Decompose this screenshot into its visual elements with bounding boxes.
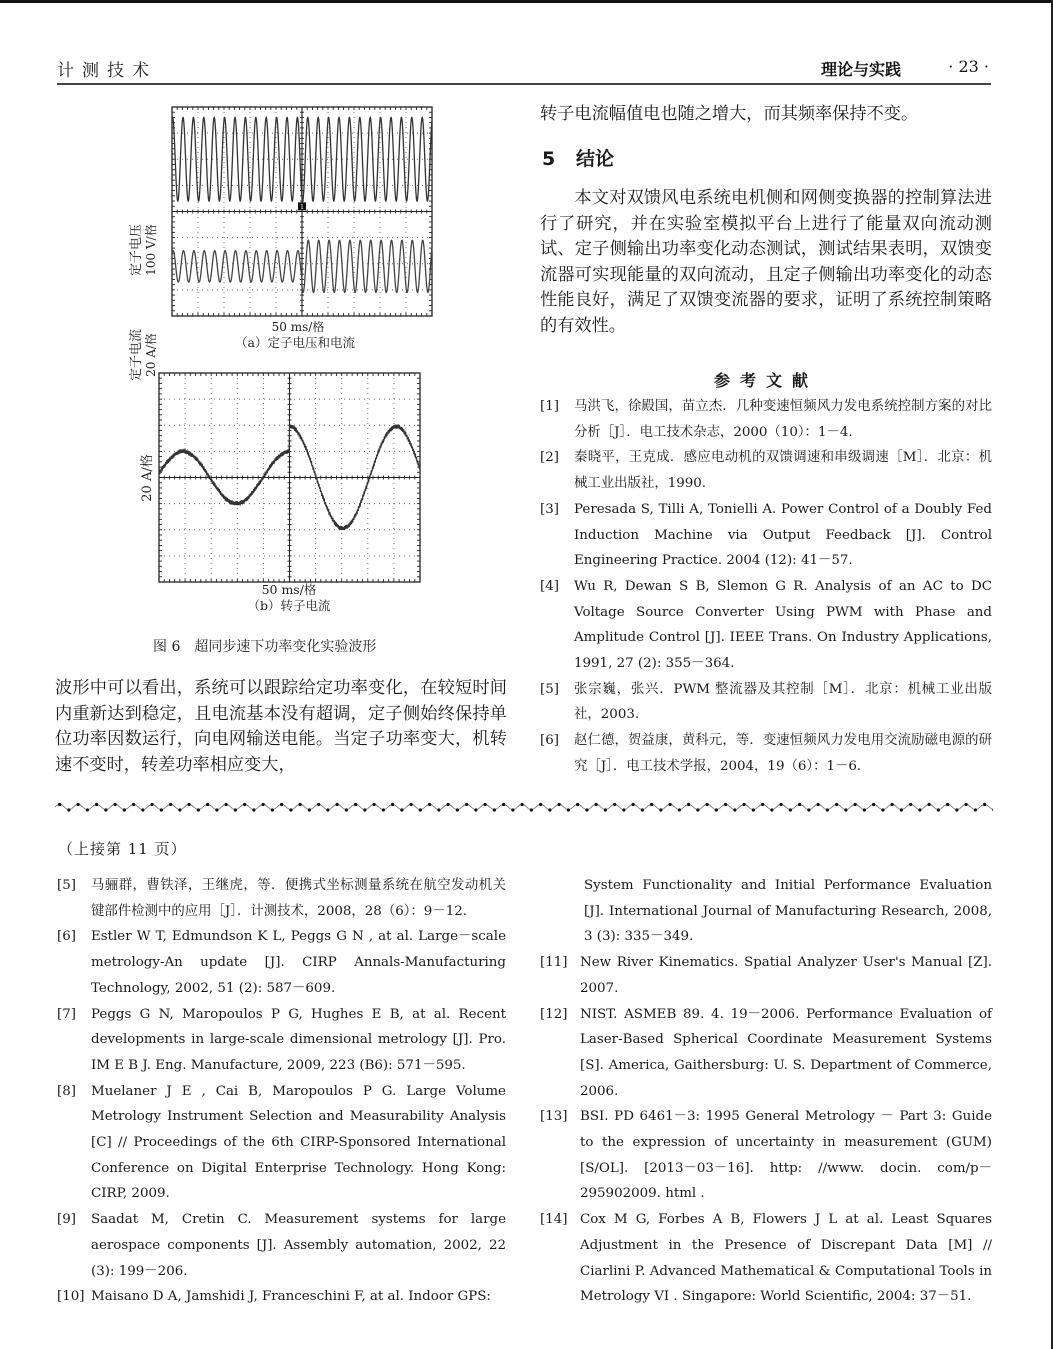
reference-text: 马骊群，曹铁泽，王继虎，等．便携式坐标测量系统在航空发动机关键部件检测中的应用［J］．计测技术，2008，28（6）：9－12. (91, 878, 506, 919)
reference-text: Muelaner J E , Cai B, Maropoulos P G. Large Volume Metrology Instrument Selection and Measurability Analysis [C] // Proceedings of the 6th CIRP-Sponsored International Conference on Digital Enterprise Technology. Hong Kong: CIRP, 2009. (91, 1083, 506, 1202)
reference-number: [6] (57, 929, 76, 945)
ornament-dot (659, 808, 662, 811)
ornament-dot (872, 803, 875, 806)
ornament-dot (197, 808, 200, 811)
ornament-dot (613, 803, 616, 806)
ornament-dot (770, 808, 773, 811)
panel-a-xlabel: 50 ms/格 (271, 320, 325, 334)
reference-text: Peresada S, Tilli A, Tonielli A. Power Control of a Doubly Fed Induction Machine via Output Feedback [J]. Control Engineering Practice. 2004 (12): 41－57. (574, 501, 992, 569)
reference-number: [6] (540, 733, 559, 749)
ornament-dot (780, 803, 783, 806)
ornament-dot (715, 808, 718, 811)
ornament-dot (817, 803, 820, 806)
ornament-dot (863, 808, 866, 811)
ornament-dot (641, 808, 644, 811)
panel-a-ylabel-voltage-2: 100 V/格 (144, 224, 158, 276)
ornament-dot (326, 808, 329, 811)
panel-a-scope (128, 107, 432, 381)
ornament-dot (262, 803, 265, 806)
reference-text: 赵仁德，贺益康，黄科元，等．变速恒频风力发电用交流励磁电源的研究［J］．电工技术学报，2004，19（6）：1－6. (574, 733, 992, 774)
continued-references-right (540, 873, 992, 1310)
ornament-dot (965, 803, 968, 806)
section-number: 5 (542, 148, 556, 170)
ornament-dot (789, 808, 792, 811)
ornament-dot (428, 803, 431, 806)
ornament-dot (123, 808, 126, 811)
ornament-dot (585, 808, 588, 811)
ornament-dot (363, 808, 366, 811)
conclusion-paragraph: 本文对双馈风电系统电机侧和网侧变换器的控制算法进行了研究，并在实验室模拟平台上进行了能量双向流动测试、定子侧输出功率变化动态测试，测试结果表明，双馈变流器可实现能量的双向流动，且定子侧输出功率变化的动态性能良好，满足了双馈变流器的要求，证明了系统控制策略的有效性。 (540, 188, 992, 336)
reference-item (540, 677, 992, 728)
ornament-dot (632, 803, 635, 806)
ornament-dot (419, 808, 422, 811)
ornament-dot (595, 803, 598, 806)
reference-item (57, 873, 506, 924)
reference-number: [12] (540, 1006, 568, 1022)
reference-item (57, 1002, 506, 1079)
ornament-dot (678, 808, 681, 811)
reference-number: [3] (540, 501, 559, 517)
ornament-dot (835, 803, 838, 806)
ornament-dot (104, 808, 107, 811)
reference-text: Wu R, Dewan S B, Slemon G R. Analysis of an AC to DC Voltage Source Converter Using PWM with Phase and Amplitude Control [J]. IEEE Trans. On Industry Applications, 1991, 27 (2): 355－364. (574, 578, 992, 672)
ornament-dot (410, 803, 413, 806)
reference-text: BSI. PD 6461－3: 1995 General Metrology － Part 3: Guide to the expression of uncertainty in measurement (GUM) [S/OL]. [2013－03－16]. http: //www. docin. com/p－295902009. html . (580, 1109, 992, 1202)
reference-number: [13] (540, 1109, 568, 1125)
ornament-dot (807, 808, 810, 811)
ornament-dot (188, 803, 191, 806)
ornament-dot (604, 808, 607, 811)
header-rule (57, 83, 991, 85)
ornament-dot (382, 808, 385, 811)
ornament-dot (687, 803, 690, 806)
panel-a-ylabel-current-1: 定子电流 (129, 328, 144, 382)
ornament-dot (622, 808, 625, 811)
ornament-dot (798, 803, 801, 806)
ornament-dot (114, 803, 117, 806)
reference-item (540, 1002, 992, 1105)
ornament-dot (178, 808, 181, 811)
ornament-dot (243, 803, 246, 806)
ornament-dot (160, 808, 163, 811)
reference-text: Estler W T, Edmundson K L, Peggs G N , at al. Large－scale metrology-An update [J]. CIRP Annals-Manufacturing Technology, 2002, 51 (2): 587－609. (91, 929, 506, 996)
ornament-dot (974, 808, 977, 811)
ornament-dot (169, 803, 172, 806)
ornament-dot (696, 808, 699, 811)
panel-b-xlabel: 50 ms/格 (261, 582, 317, 597)
ornament-dot (271, 808, 274, 811)
ornament-dot (299, 803, 302, 806)
reference-item (540, 728, 992, 779)
ornament-dot (141, 808, 144, 811)
panel-a-caption: （a）定子电压和电流 (235, 335, 355, 350)
ornament-dot (474, 808, 477, 811)
ornament-dot (826, 808, 829, 811)
ornament-dot (761, 803, 764, 806)
ornament-dot (289, 808, 292, 811)
reference-text: Cox M G, Forbes A B, Flowers J L at al. Least Squares Adjustment in the Presence of Discrepant Data [M] // Ciarlini P. Advanced Mathematical & Computational Tools in Metrology VI . Singapore: World Scientific, 2004: 37－51. (580, 1212, 992, 1305)
ornament-dot (955, 808, 958, 811)
ornament-dot (752, 808, 755, 811)
ornament-dot (511, 808, 514, 811)
panel-b-grid (159, 373, 420, 582)
ornament-dot (151, 803, 154, 806)
ornament-dot (206, 803, 209, 806)
reference-item (57, 1284, 506, 1310)
ornament-dot (743, 803, 746, 806)
ornament-dot (946, 803, 949, 806)
ornament-dot (502, 803, 505, 806)
ornament-dot (918, 808, 921, 811)
ornament-dot (493, 808, 496, 811)
ornament-dot (252, 808, 255, 811)
journal-name: 计测技术 (57, 61, 157, 81)
continued-references-left (57, 873, 506, 1310)
ornament-dot (336, 803, 339, 806)
ornament-dot (539, 803, 542, 806)
ornament-dot (909, 803, 912, 806)
ornament-dot (706, 803, 709, 806)
panel-a-ylabel-current-2: 20 A/格 (144, 333, 158, 377)
reference-number: [7] (57, 1006, 76, 1022)
reference-number: [4] (540, 578, 559, 594)
reference-number: [2] (540, 450, 559, 466)
continued-from-label: （上接第 11 页） (58, 840, 187, 858)
ornament-dot (900, 808, 903, 811)
ornament-dot (465, 803, 468, 806)
reference-item (57, 1079, 506, 1208)
ornament-dot (215, 808, 218, 811)
ornament-dot (456, 808, 459, 811)
reference-number: [11] (540, 955, 568, 971)
reference-text: Maisano D A, Jamshidi J, Franceschini F, at al. Indoor GPS: (91, 1289, 491, 1305)
reference-text: 秦晓平，王克成．感应电动机的双馈调速和串级调速［M］．北京：机械工业出版社，1990. (574, 450, 992, 492)
reference-item (57, 1207, 506, 1284)
ornament-dot (576, 803, 579, 806)
running-header (57, 56, 991, 82)
reference-text: Saadat M, Cretin C. Measurement systems for large aerospace components [J]. Assembly automation, 2002, 22 (3): 199－206. (91, 1212, 506, 1279)
ornament-dot (844, 808, 847, 811)
ornament-dot (354, 803, 357, 806)
reference-number: [8] (57, 1083, 76, 1099)
ornament-dot (530, 808, 533, 811)
references-list (540, 394, 992, 780)
ornament-dot (928, 803, 931, 806)
ornament-dot (567, 808, 570, 811)
ornament-dot (669, 803, 672, 806)
ornament-dot (345, 808, 348, 811)
ornamental-divider (55, 800, 993, 814)
reference-text: Peggs G N, Maropoulos P G, Hughes E B, at al. Recent developments in large-scale dimensional metrology [J]. Pro. IM E B J. Eng. Manufacture, 2009, 223 (B6): 571－595. (91, 1006, 506, 1073)
ornament-dot (317, 803, 320, 806)
ornament-dot (733, 808, 736, 811)
reference-text: 张宗巍，张兴．PWM 整流器及其控制［M］．北京：机械工业出版社，2003. (574, 681, 992, 723)
ornament-dot (95, 803, 98, 806)
ornament-dot (280, 803, 283, 806)
reference-number: [9] (57, 1212, 76, 1228)
references-title: 参考文献 (713, 371, 818, 390)
ornament-dot (77, 803, 80, 806)
reference-number: [10] (57, 1289, 85, 1305)
panel-b-scope (139, 373, 420, 613)
ornament-wave (55, 805, 993, 810)
reference-item (540, 445, 992, 496)
reference-item (540, 574, 992, 677)
reference-10-continuation: System Functionality and Initial Performance Evaluation [J]. International Journal of Manufacturing Research, 2008, 3 (3): 335－349. (584, 878, 992, 945)
ornament-dot (650, 803, 653, 806)
figure-caption: 图 6 超同步速下功率变化实验波形 (153, 639, 377, 655)
body-paragraph-right-continuation: 转子电流幅值电也随之增大，而其频率保持不变。 (540, 104, 919, 124)
reference-text: 马洪飞，徐殿国，苗立杰．几种变速恒频风力发电系统控制方案的对比分析［J］．电工技术杂志，2000（10）：1－4. (574, 399, 992, 440)
ornament-dot (854, 803, 857, 806)
ornament-dot (132, 803, 135, 806)
reference-number: [1] (540, 399, 559, 414)
reference-number: [14] (540, 1212, 568, 1228)
ornament-dot (521, 803, 524, 806)
reference-item (57, 924, 506, 1001)
reference-item (540, 497, 992, 574)
section-heading-conclusion (542, 144, 614, 171)
body-paragraph-left: 波形中可以看出，系统可以跟踪给定功率变化，在较短时间内重新达到稳定，且电流基本没有超调，定子侧始终保持单位功率因数运行，向电网输送电能。当定子功率变大，机转速不变时，转差功率相应变大， (55, 678, 507, 775)
reference-number: [5] (57, 878, 76, 893)
reference-text: NIST. ASMEB 89. 4. 19－2006. Performance Evaluation of Laser-Based Spherical Coordinate Measurement Systems [S]. America, Gaithersburg: U. S. Department of Commerce, 2006. (580, 1006, 992, 1099)
figure-6-svg (120, 95, 450, 665)
section-title: 结论 (576, 148, 615, 170)
panel-b-caption: （b）转子电流 (247, 598, 331, 613)
ornament-dot (548, 808, 551, 811)
page-number: · 23 · (948, 57, 989, 76)
panel-b-ylabel: 20 A/格 (140, 454, 155, 502)
ornament-dot (400, 808, 403, 811)
reference-item (540, 950, 992, 1001)
ornament-dot (558, 803, 561, 806)
ornament-dot (58, 803, 61, 806)
ornament-dot (225, 803, 228, 806)
section-name: 理论与实践 (820, 60, 901, 79)
ornament-dot (234, 808, 237, 811)
reference-text: New River Kinematics. Spatial Analyzer User's Manual [Z]. 2007. (580, 955, 992, 996)
ornament-dot (447, 803, 450, 806)
ornament-dot (484, 803, 487, 806)
ornament-dot (373, 803, 376, 806)
ornament-dot (308, 808, 311, 811)
reference-item (540, 1207, 992, 1310)
panel-a-ylabel-voltage-1: 定子电压 (129, 223, 144, 277)
ornament-dot (983, 803, 986, 806)
ornament-dot (437, 808, 440, 811)
reference-number: [5] (540, 681, 559, 697)
panel-a-trigger-marker-label: 1 (300, 203, 304, 211)
reference-item (540, 394, 992, 445)
ornament-dot (86, 808, 89, 811)
page-frame-top (0, 0, 1053, 3)
ornament-dot (724, 803, 727, 806)
ornament-dot (891, 803, 894, 806)
ornament-dot (881, 808, 884, 811)
ornament-dot (67, 808, 70, 811)
figure-6 (120, 95, 450, 665)
ornament-dot (937, 808, 940, 811)
ornament-dot (391, 803, 394, 806)
reference-item (540, 1104, 992, 1207)
